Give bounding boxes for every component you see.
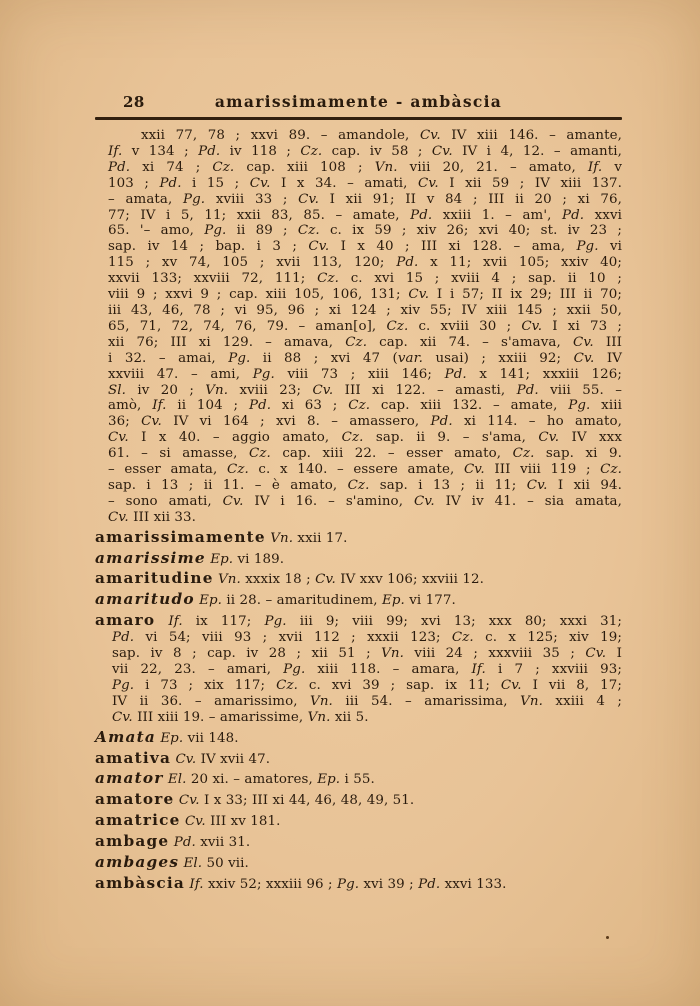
paragraph-line: [108, 414, 622, 430]
citation-text: ii 88 ; xvi 47 (: [250, 350, 398, 366]
citation-text: Cv.: [108, 509, 129, 525]
headword: amaro: [95, 611, 156, 630]
citation-text: sap. i 13 ; ii 11. – è amato,: [108, 477, 348, 493]
citation-text: Cv.: [418, 175, 439, 191]
citation-text: Pd.: [112, 630, 135, 646]
paragraph-line: [108, 176, 622, 192]
citation-text: IV i 16. – s'amino,: [243, 493, 414, 509]
citation-text: IV vi 164 ; xvi 8. – amassero,: [161, 414, 431, 430]
citation-text: Cv.: [178, 793, 200, 809]
paragraph-line: [108, 351, 622, 367]
citation-text: Cv.: [315, 572, 336, 588]
citation-text: v 134 ;: [122, 143, 199, 159]
header-rule: [95, 117, 622, 120]
citation-text: xxvii 133; xxviii 72, 111;: [108, 271, 318, 287]
paragraph-line: [108, 160, 622, 176]
citation-text: Ep.: [317, 772, 341, 788]
citation-text: If.: [471, 662, 486, 677]
citation-text: Pg.: [336, 876, 360, 892]
citation-text: 50 vii.: [202, 856, 249, 872]
citation-text: Vn.: [270, 530, 294, 546]
entry-continuation-line: [112, 646, 622, 662]
citation-text: Cv.: [585, 646, 607, 662]
ink-speck: [606, 936, 609, 939]
citation-text: viii 55. –: [538, 382, 622, 398]
citation-text: If.: [189, 876, 204, 892]
headword: amarissime: [95, 548, 206, 567]
entry-line: [95, 571, 622, 588]
citation-text: If.: [168, 614, 183, 630]
citation-text: xxiii 4 ;: [542, 693, 622, 709]
citation-text: Pd.: [198, 143, 221, 159]
citation-text: ii 89 ;: [226, 223, 298, 239]
citation-text: IV xxx: [559, 430, 622, 446]
citation-text: I vii 8, 17;: [521, 677, 623, 693]
citation-text: iii 9; viii 99; xvi 13; xxx 80; xxxi 31;: [286, 614, 623, 630]
entry-line: [95, 771, 622, 788]
citation-text: xxii 77, 78 ; xxvi 89. – amandole,: [141, 128, 420, 143]
citation-text: Vn.: [310, 693, 333, 709]
citation-text: x 11; xvii 105; xxiv 40;: [418, 255, 622, 271]
citation-text: Pg.: [183, 191, 206, 207]
citation-text: xvii 31.: [195, 835, 251, 851]
citation-text: Vn.: [381, 646, 404, 662]
headword: ambages: [95, 853, 180, 872]
citation-text: Cz.: [348, 398, 371, 414]
citation-text: i 73 ; xix 117;: [134, 677, 277, 693]
citation-text: III viii 119 ;: [484, 462, 601, 478]
entry-line: [95, 813, 622, 830]
citation-text: Cz.: [347, 477, 370, 493]
citation-text: Pd.: [562, 207, 585, 223]
citation-text: If.: [108, 143, 123, 159]
paragraph-line: [108, 478, 622, 494]
citation-text: 61. – si amasse,: [108, 446, 249, 462]
citation-text: Pd.: [444, 366, 467, 382]
citation-text: I xii 91; II v 84 ; III ii 20 ; xi 76,: [318, 191, 622, 207]
citation-text: xxvi 133.: [440, 876, 507, 892]
citation-text: sap. xi 9.: [534, 446, 622, 462]
citation-text: Vn.: [205, 382, 229, 398]
citation-text: sap. i 13 ; ii 11;: [369, 477, 527, 493]
citation-text: Cv.: [463, 462, 485, 478]
headword: amatore: [95, 790, 175, 809]
citation-text: Vn.: [374, 159, 398, 175]
citation-text: cap. xii 74. – s'amava,: [367, 334, 573, 350]
citation-text: viii 9 ; xxvi 9 ; cap. xiii 105, 106, 131;: [108, 287, 409, 303]
citation-text: Pd.: [410, 207, 433, 223]
citation-text: Cv.: [500, 677, 522, 693]
citation-text: xxiii 1. – am',: [432, 207, 562, 223]
paragraph-line: [108, 303, 622, 319]
running-header: amarissimamente - ambàscia: [214, 92, 503, 111]
citation-text: xviii 33 ;: [205, 191, 299, 207]
citation-text: Cz.: [248, 446, 271, 462]
citation-text: Pd.: [396, 255, 419, 271]
citation-text: xii 5.: [330, 709, 369, 725]
citation-text: Cz.: [212, 159, 235, 175]
citation-text: var.: [397, 350, 424, 366]
citation-text: IV iv 41. – sia amata,: [434, 493, 622, 509]
citation-text: Cz.: [226, 462, 249, 478]
headword: amaritudine: [95, 569, 214, 588]
page-body: [95, 128, 622, 893]
citation-text: Cv.: [184, 814, 206, 830]
citation-text: IV i 4, 12. – amanti,: [452, 143, 622, 159]
paragraph-line: [108, 510, 622, 526]
citation-text: v: [602, 159, 622, 175]
paragraph-line: [108, 446, 622, 462]
citation-text: Cz.: [345, 334, 368, 350]
citation-text: i 15 ;: [181, 175, 250, 191]
citation-text: Cz.: [341, 430, 364, 446]
citation-text: Vn.: [307, 709, 331, 725]
paragraph-line: [108, 192, 622, 208]
citation-text: cap. xiii 22. – esser amato,: [270, 446, 513, 462]
citation-text: c. x 125; xiv 19;: [473, 630, 622, 646]
citation-text: xii 76; III xi 129. – amava,: [108, 334, 346, 350]
citation-text: 103 ;: [108, 175, 160, 191]
page-header: [95, 92, 622, 114]
paragraph-line: [108, 494, 622, 510]
citation-text: 36;: [108, 414, 142, 430]
citation-text: Cv.: [249, 175, 271, 191]
citation-text: El.: [183, 856, 203, 872]
citation-text: vi 177.: [404, 593, 456, 609]
citation-text: Cv.: [431, 143, 453, 159]
citation-text: Cv.: [108, 430, 129, 446]
citation-text: c. xviii 30 ;: [408, 318, 522, 334]
citation-text: Pg.: [568, 398, 591, 414]
citation-text: I xii 94.: [547, 477, 622, 493]
citation-text: Pg.: [204, 223, 227, 239]
citation-text: Cz.: [297, 223, 320, 239]
citation-text: Cv.: [298, 191, 319, 207]
citation-text: Cz.: [386, 318, 409, 334]
citation-text: IV xxv 106; xxviii 12.: [335, 572, 485, 588]
headword: ambage: [95, 832, 170, 851]
citation-text: I xi 73 ;: [542, 318, 622, 334]
entry-line: [95, 748, 622, 768]
citation-text: Cv.: [572, 334, 594, 350]
citation-text: Cz.: [512, 446, 535, 462]
citation-text: Sl.: [108, 382, 127, 398]
citation-text: Pg.: [283, 662, 306, 677]
citation-text: i 7 ; xxviii 93;: [485, 662, 622, 677]
citation-text: 20 xi. – amatores,: [186, 772, 318, 788]
citation-text: Pd.: [248, 398, 272, 414]
citation-text: Cv.: [222, 493, 244, 509]
paragraph-line: [108, 223, 622, 239]
citation-text: vii 22, 23. – amari,: [112, 662, 284, 677]
citation-text: Pg.: [252, 366, 275, 382]
paragraph-line: [108, 430, 622, 446]
citation-text: – amata,: [108, 191, 184, 207]
paragraph-line: [108, 335, 622, 351]
citation-text: ii 28. – amaritudinem,: [222, 593, 382, 609]
entry-line: [95, 873, 622, 893]
citation-text: Cz.: [276, 677, 298, 693]
citation-text: Cv.: [308, 239, 330, 255]
citation-text: c. xvi 15 ; xviii 4 ; sap. ii 10 ;: [338, 271, 622, 287]
citation-text: vii 148.: [183, 730, 239, 746]
headword: amativa: [95, 748, 172, 767]
citation-text: Cv.: [419, 128, 441, 143]
citation-text: xi 114. – ho amato,: [452, 414, 622, 430]
paragraph-line: [108, 208, 622, 224]
citation-text: Cv.: [175, 751, 197, 767]
citation-text: iii 54. – amarissima,: [332, 693, 521, 709]
citation-text: cap. xiii 108 ;: [234, 159, 375, 175]
citation-text: IV xvii 47.: [196, 751, 271, 767]
entry-line: [95, 727, 622, 747]
paragraph-line: [108, 287, 622, 303]
citation-text: Pd.: [418, 876, 441, 892]
page-number: 28: [123, 93, 145, 111]
citation-text: amò,: [108, 398, 153, 414]
citation-text: I xii 59 ; IV xiii 137.: [438, 175, 622, 191]
citation-text: Vn.: [218, 572, 241, 588]
citation-text: Pg.: [112, 677, 135, 693]
citation-text: c. xvi 39 ; sap. ix 11;: [297, 677, 501, 693]
citation-text: Cv.: [312, 382, 334, 398]
entry-line: [95, 613, 622, 630]
citation-text: I i 57; II ix 29; III ii 70;: [429, 287, 622, 303]
citation-text: 77; IV i 5, 11; xxii 83, 85. – amate,: [108, 207, 411, 223]
entry-continuation-line: [112, 630, 622, 646]
citation-text: 65, 71, 72, 74, 76, 79. – aman[o],: [108, 318, 387, 334]
entry-line: [95, 834, 622, 851]
citation-text: Cz.: [300, 143, 323, 159]
citation-text: iv 118 ;: [220, 143, 301, 159]
citation-text: I x 33; III xi 44, 46, 48, 49, 51.: [199, 793, 415, 809]
paragraph-line: [108, 367, 622, 383]
entry-line: [95, 527, 622, 547]
citation-text: III xv 181.: [205, 814, 281, 830]
citation-text: i 55.: [340, 772, 375, 788]
citation-text: viii 24 ; xxxviii 35 ;: [403, 646, 586, 662]
entry-line: [95, 792, 622, 809]
citation-text: [155, 614, 168, 629]
citation-text: ix 117;: [182, 614, 265, 630]
citation-text: xxviii 47. – ami,: [108, 366, 253, 382]
paragraph-line: [108, 128, 622, 144]
paragraph-line: [108, 239, 622, 255]
citation-text: xi 63 ;: [271, 398, 349, 414]
headword: amatrice: [95, 811, 181, 830]
citation-text: cap. iv 58 ;: [322, 143, 432, 159]
citation-text: Cv.: [573, 350, 595, 366]
citation-text: x 141; xxxiii 126;: [466, 366, 623, 382]
headword: ambàscia: [95, 873, 185, 892]
citation-text: Cv.: [526, 477, 548, 493]
citation-text: Pd.: [173, 835, 196, 851]
entry-continuation-line: [112, 694, 622, 710]
citation-text: xviii 23;: [228, 382, 313, 398]
citation-text: vi 189.: [233, 551, 285, 567]
citation-text: xxiv 52; xxxiii 96 ;: [203, 876, 337, 892]
citation-text: Pd.: [159, 175, 182, 191]
citation-text: If.: [152, 398, 167, 414]
paragraph-line: [108, 383, 622, 399]
paragraph-line: [108, 271, 622, 287]
entry-continuation-line: [112, 710, 622, 726]
citation-text: Ep.: [199, 593, 223, 609]
citation-text: III: [593, 334, 623, 350]
citation-text: ii 104 ;: [166, 398, 249, 414]
citation-text: El.: [167, 772, 187, 788]
citation-text: xxxix 18 ;: [240, 572, 316, 588]
citation-text: viii 73 ; xiii 146;: [274, 366, 445, 382]
paragraph-line: [108, 462, 622, 478]
citation-text: III xi 122. – amasti,: [333, 382, 517, 398]
entry-continuation-line: [112, 678, 622, 694]
citation-text: 115 ; xv 74, 105 ; xvii 113, 120;: [108, 255, 397, 271]
citation-text: Cv.: [141, 414, 162, 430]
citation-text: Cv.: [408, 287, 430, 303]
citation-text: xvi 39 ;: [359, 876, 419, 892]
citation-text: Pg.: [576, 239, 599, 255]
citation-text: vi: [598, 239, 623, 255]
headword: Amata: [95, 727, 156, 746]
citation-text: sap. iv 8 ; cap. iv 28 ; xii 51 ;: [112, 646, 382, 662]
citation-text: – sono amati,: [108, 493, 223, 509]
citation-text: Pd.: [516, 382, 539, 398]
citation-text: Ep.: [210, 551, 234, 567]
paragraph-line: [108, 398, 622, 414]
citation-text: III xiii 19. – amarissime,: [132, 709, 308, 725]
citation-text: If.: [587, 159, 603, 175]
citation-text: Cv.: [538, 430, 560, 446]
citation-text: c. ix 59 ; xiv 26; xvi 40; st. iv 23 ;: [319, 223, 622, 239]
citation-text: usai) ; xxiii 92;: [423, 350, 574, 366]
citation-text: I x 34. – amati,: [270, 175, 419, 191]
citation-text: xiii: [590, 398, 622, 414]
citation-text: sap. ii 9. – s'ama,: [363, 430, 539, 446]
citation-text: III xii 33.: [128, 509, 197, 525]
citation-text: xi 74 ;: [130, 159, 213, 175]
citation-text: 65. '– amo,: [108, 223, 205, 239]
citation-text: Pd.: [430, 414, 453, 430]
citation-text: iv 20 ;: [126, 382, 206, 398]
citation-text: Vn.: [520, 693, 543, 709]
citation-text: cap. xiii 132. – amate,: [370, 398, 569, 414]
citation-text: IV xiii 146. – amante,: [440, 128, 622, 143]
citation-text: Ep.: [160, 730, 184, 746]
citation-text: iii 43, 46, 78 ; vi 95, 96 ; xi 124 ; xiv 55; IV xiii 145 ; xxii 50,: [108, 302, 622, 318]
headword: amaritudo: [95, 590, 195, 609]
citation-text: IV: [594, 350, 622, 366]
citation-text: Cz.: [317, 271, 339, 287]
citation-text: Cv.: [112, 709, 133, 725]
citation-text: Ep.: [381, 593, 405, 609]
paragraph-line: [108, 255, 622, 271]
headword: amator: [95, 769, 164, 788]
citation-text: – esser amata,: [108, 462, 227, 478]
citation-text: c. x 140. – essere amate,: [248, 462, 464, 478]
citation-text: I x 40. – aggio amato,: [128, 430, 342, 446]
citation-text: Pg.: [228, 350, 251, 366]
entry-line: [95, 548, 622, 568]
citation-text: Cz.: [451, 630, 474, 646]
paragraph-line: [108, 319, 622, 335]
citation-text: I x 40 ; III xi 128. – ama,: [329, 239, 577, 255]
citation-text: xiii 118. – amara,: [305, 662, 472, 677]
entry-line: [95, 855, 622, 872]
citation-text: Pd.: [108, 159, 131, 175]
citation-text: xxii 17.: [293, 530, 348, 546]
citation-text: I: [606, 646, 622, 662]
citation-text: vi 54; viii 93 ; xvii 112 ; xxxii 123;: [134, 630, 452, 646]
citation-text: Pg.: [264, 614, 287, 630]
entry-line: [95, 592, 622, 609]
citation-text: Cz.: [600, 462, 623, 478]
citation-text: sap. iv 14 ; bap. i 3 ;: [108, 239, 309, 255]
paragraph-line: [108, 144, 622, 160]
citation-text: viii 20, 21. – amato,: [397, 159, 588, 175]
citation-text: i 32. – amai,: [108, 350, 229, 366]
headword: amarissimamente: [95, 527, 266, 546]
citation-text: xxvi: [584, 207, 622, 223]
citation-text: IV ii 36. – amarissimo,: [112, 693, 311, 709]
entry-continuation-line: [112, 662, 622, 678]
citation-text: Cv.: [413, 493, 435, 509]
citation-text: Cv.: [521, 318, 543, 334]
